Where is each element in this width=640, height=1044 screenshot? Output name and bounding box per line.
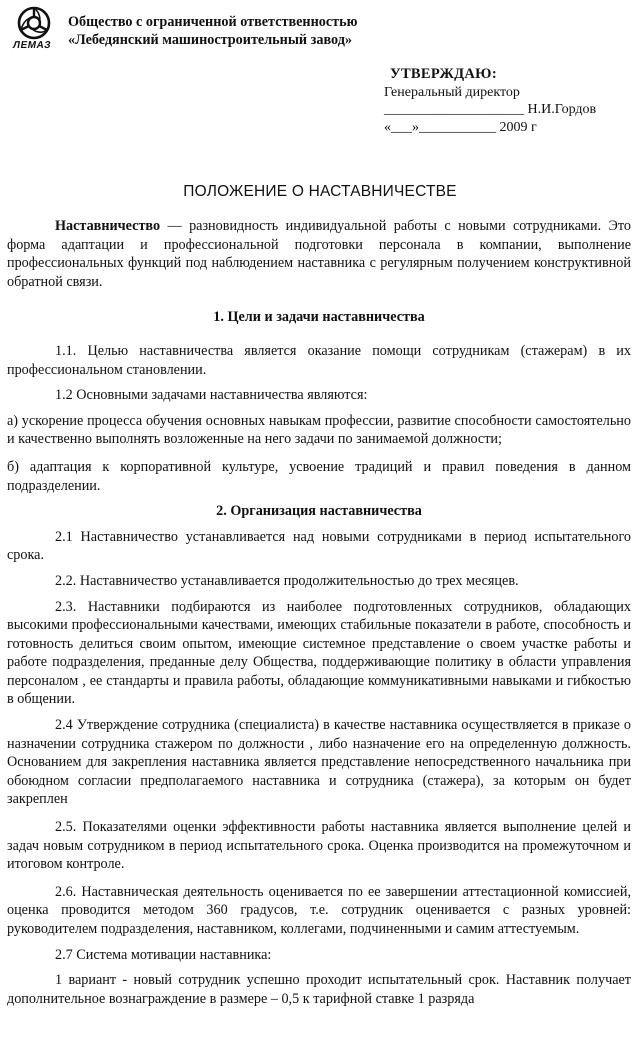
paragraph-2-6: 2.6. Наставническая деятельность оценивается по ее завершении аттестационной комиссией, оценка проводится методом 360 градусов, т.е. сотрудник оценивается с разных уровней: руководителем подразделения, наставником, коллегами, подчиненными и самим аттестуемым.: [7, 883, 631, 937]
company-name-line1: Общество с ограниченной ответственностью: [68, 14, 358, 30]
document-body: [7, 217, 631, 1008]
approval-date-line: «___»___________ 2009 г: [384, 119, 537, 135]
paragraph-1-2: 1.2 Основными задачами наставничества являются:: [55, 387, 368, 404]
paragraph-2-5: 2.5. Показателями оценки эффективности работы наставника является выполнение целей и задач новым сотрудником в период испытательного срока. Оценка производится на промежуточном и итоговом контроле.: [7, 819, 631, 873]
paragraph-1-1: 1.1. Целью наставничества является оказание помощи сотрудникам (стажерам) в их профессиональном становлении.: [7, 342, 631, 378]
company-name-line2: «Лебедянский машиностроительный завод»: [68, 32, 352, 48]
motivation-variant-1: 1 вариант - новый сотрудник успешно проходит испытательный срок. Наставник получает дополнительное вознаграждение в размере – 0,5 к тарифной ставке 1 разряда: [7, 972, 631, 1007]
paragraph-2-2: 2.2. Наставничество устанавливается продолжительностью до трех месяцев.: [55, 572, 519, 589]
approval-title: УТВЕРЖДАЮ:: [390, 66, 497, 82]
logo-wordmark: ЛЕМАЗ: [12, 40, 52, 51]
company-name: [68, 13, 357, 49]
document-title: ПОЛОЖЕНИЕ О НАСТАВНИЧЕСТВЕ: [183, 183, 457, 200]
lemaz-emblem-icon: [14, 6, 54, 42]
paragraph-2-1: 2.1 Наставничество устанавливается над новыми сотрудниками в период испытательного срока.: [7, 528, 631, 564]
list-item-b: б) адаптация к корпоративной культуре, усвоение традиций и правил поведения в данном подразделении.: [7, 458, 631, 494]
paragraph-2-4: 2.4 Утверждение сотрудника (специалиста) в качестве наставника осуществляется в приказе о назначении сотрудника стажером по должности , либо назначение его на определенную должность. Основанием для закрепления наставника является представление непосредственного начальника при обоюдном согласии предполагаемого наставника и сотрудника (стажера), за которым он будет закреплен: [7, 717, 631, 808]
list-item-a: а) ускорение процесса обучения основных навыкам профессии, развитие способности самостоятельно и качественно выполнять возложенные на него задачи по занимаемой должности;: [7, 412, 631, 448]
approval-block: [384, 66, 596, 136]
intro-term: Наставничество: [55, 218, 161, 234]
intro-definition: — разновидность индивидуальной работы с новыми сотрудниками. Это форма адаптации и профессиональной подготовки персонала в компании, выполнение профессиональных функций под наблюдением наставника с регулярным получением конструктивной обратной связи.: [7, 218, 631, 290]
paragraph-2-3: 2.3. Наставники подбираются из наиболее подготовленных сотрудников, обладающих высокими профессиональными качествами, имеющих стабильные показатели в работе, способность и готовность делиться своим опытом, имеющие системное представление о своем участке работы и работе подразделения, преданные делу Общества, поддерживающие политику в области управления персоналом , ее стандарты и правила работы, обладающие коммуникативными навыками и гибкостью в общении.: [7, 598, 631, 708]
paragraph-2-7: 2.7 Система мотивации наставника:: [55, 946, 272, 963]
approval-position: Генеральный директор: [384, 84, 520, 100]
section1-heading: 1. Цели и задачи наставничества: [213, 309, 425, 326]
section2-heading: 2. Организация наставничества: [216, 503, 422, 520]
approval-signature-line: ____________________ Н.И.Гордов: [384, 102, 597, 117]
intro-paragraph: [7, 217, 631, 291]
